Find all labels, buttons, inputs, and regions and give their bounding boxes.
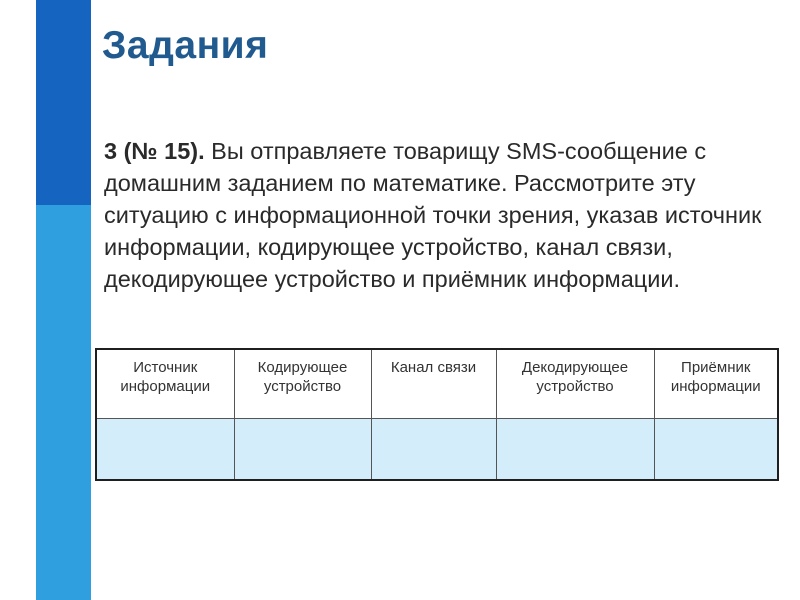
table-header-row bbox=[96, 349, 778, 419]
header-cell-receiver: Приёмник информации bbox=[654, 349, 778, 419]
task-text bbox=[104, 135, 774, 295]
task-body: Вы отправляете товарищу SMS-сообщение с домашним заданием по математике. Рассмотрите эту ситуацию с информационной точки зрения, указав источник информации, кодирующее устройство, канал связи, декодирующее устройство и приёмник информации. bbox=[104, 138, 762, 292]
slide-title: Задания bbox=[102, 24, 269, 67]
answer-cell-encoder bbox=[234, 419, 371, 481]
header-cell-channel: Канал связи bbox=[371, 349, 496, 419]
header-cell-decoder: Декодирующее устройство bbox=[496, 349, 654, 419]
accent-bar-bottom bbox=[36, 205, 91, 600]
accent-bar-top bbox=[36, 0, 91, 205]
answer-cell-receiver bbox=[654, 419, 778, 481]
answer-table bbox=[95, 348, 779, 481]
task-number: 3 (№ 15). bbox=[104, 138, 205, 164]
answer-cell-channel bbox=[371, 419, 496, 481]
answer-cell-decoder bbox=[496, 419, 654, 481]
header-cell-encoder: Кодирующее устройство bbox=[234, 349, 371, 419]
header-cell-source: Источник информации bbox=[96, 349, 234, 419]
answer-cell-source bbox=[96, 419, 234, 481]
table-answer-row bbox=[96, 419, 778, 481]
